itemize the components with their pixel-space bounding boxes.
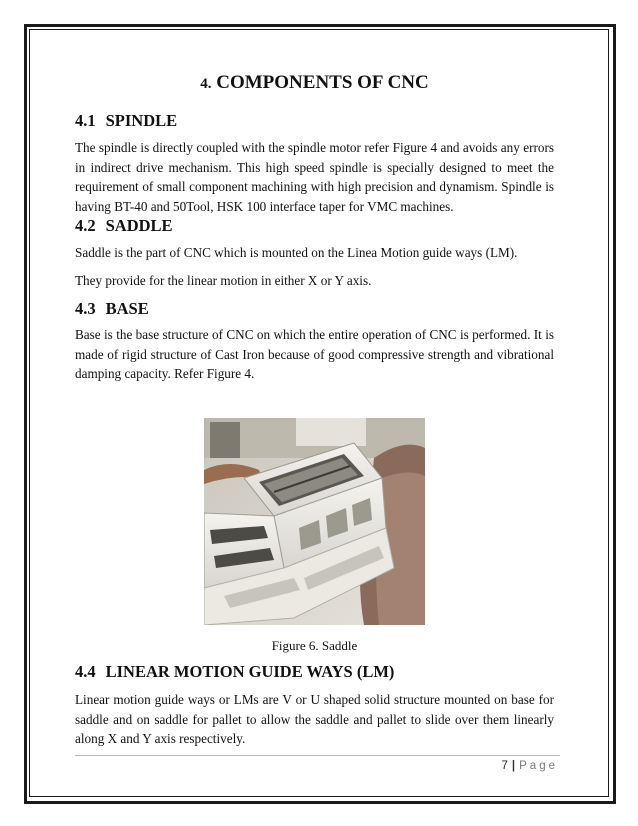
figure-saddle-photo: [204, 418, 425, 625]
section-number: 4.2: [75, 216, 96, 235]
paragraph-base: Base is the base structure of CNC on which the entire operation of CNC is performed. It is made of rigid structure of Cast Iron because of good compressive strength and vibrational damping capacity. Refer Figure 4.: [75, 327, 554, 382]
paragraph-saddle-2: They provide for the linear motion in either X or Y axis.: [75, 273, 372, 288]
section-number: 4.1: [75, 111, 96, 130]
paragraph-saddle-1: Saddle is the part of CNC which is mounted on the Linea Motion guide ways (LM).: [75, 245, 518, 260]
page-label: Page: [519, 760, 558, 772]
section-heading-spindle: [75, 111, 177, 131]
section-number: 4.4: [75, 662, 96, 681]
paragraph-spindle: The spindle is directly coupled with the spindle motor refer Figure 4 and avoids any errors in indirect drive mechanism. This high speed spindle is specially designed to meet the requirement of small component machining with high precision and dynamism. Spindle is having BT-40 and 50Tool, HSK 100 interface taper for VMC machines.: [75, 140, 554, 214]
chapter-number: 4.: [200, 76, 212, 92]
section-heading-linear-motion-guide-ways: [75, 662, 394, 682]
section-number: 4.3: [75, 299, 96, 318]
page-number: 7: [501, 760, 508, 772]
chapter-title: [75, 72, 554, 94]
paragraph-linear-motion: Linear motion guide ways or LMs are V or U shaped solid structure mounted on base for saddle and on saddle for pallet to allow the saddle and pallet to slide over them linearly along X and Y axis respectively.: [75, 692, 554, 747]
section-heading-saddle: [75, 216, 173, 236]
chapter-title-text: COMPONENTS OF CNC: [216, 72, 429, 93]
section-title: SADDLE: [105, 216, 173, 235]
section-title: SPINDLE: [105, 111, 178, 130]
section-title: LINEAR MOTION GUIDE WAYS (LM): [105, 662, 395, 681]
section-title: BASE: [105, 299, 149, 318]
section-heading-base: [75, 299, 149, 319]
footer-separator: |: [511, 760, 516, 772]
footer-divider: [75, 755, 560, 756]
page-footer: [502, 760, 558, 772]
figure-caption: Figure 6. Saddle: [271, 638, 358, 653]
